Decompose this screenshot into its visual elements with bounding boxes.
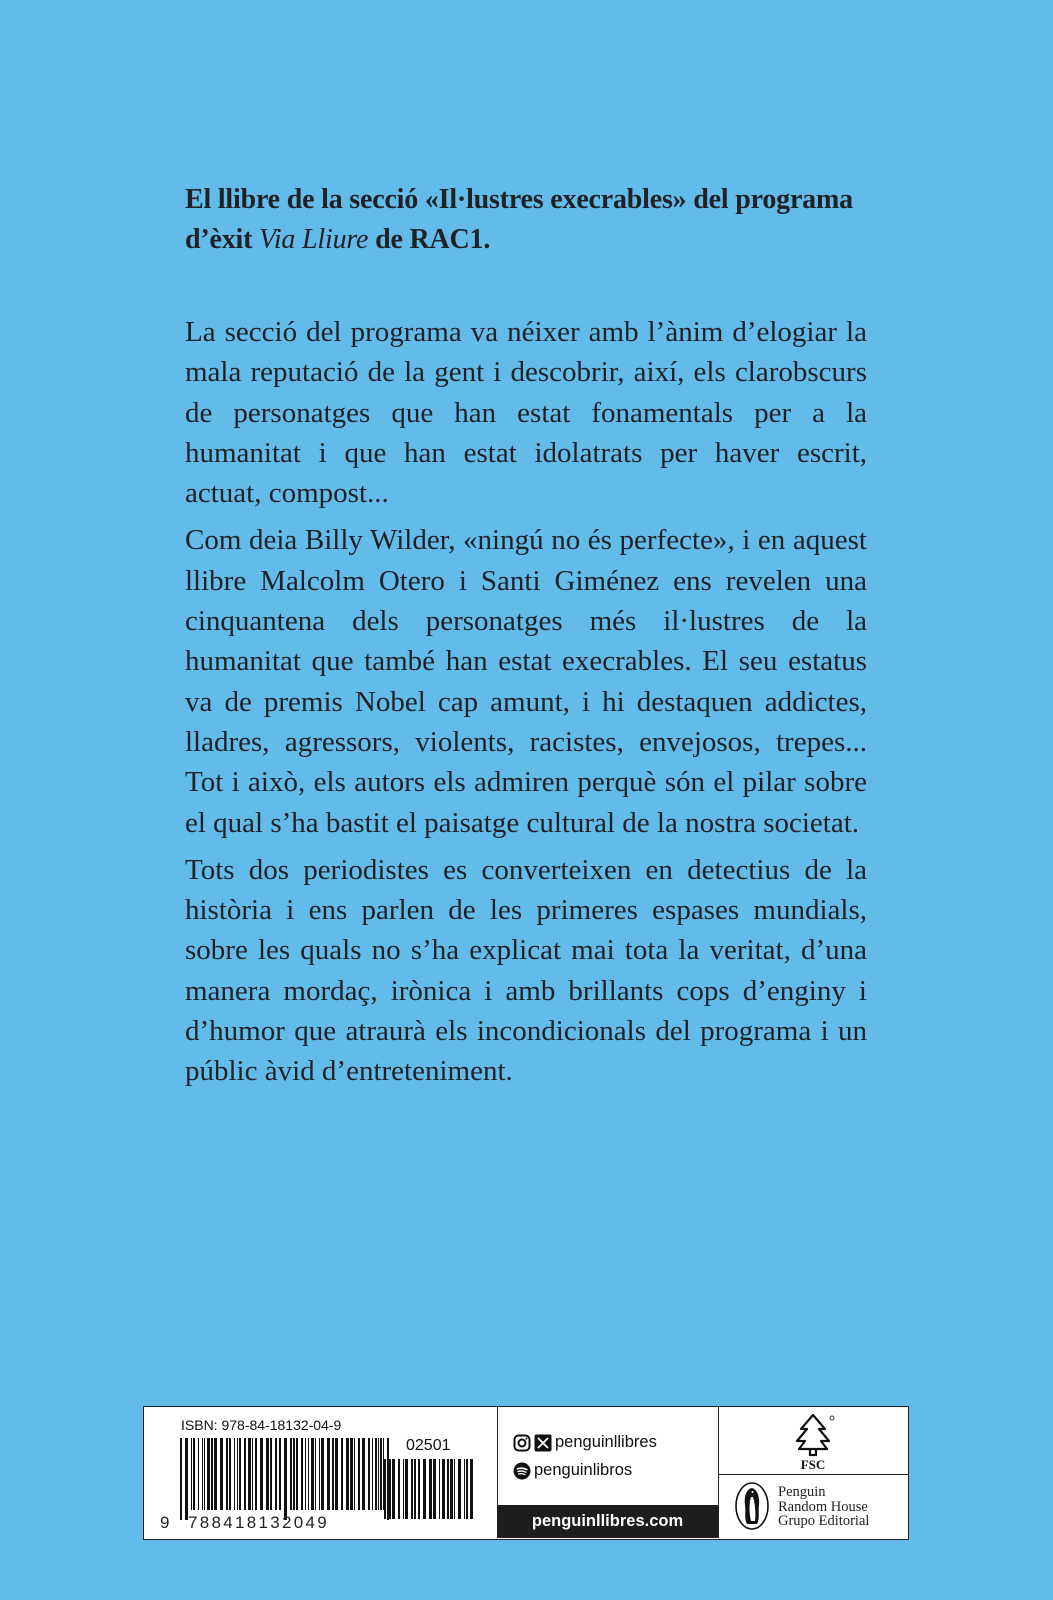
fsc-label: FSC (800, 1457, 826, 1472)
barcode-bar (341, 1438, 343, 1510)
barcode-bar (418, 1459, 420, 1519)
barcode-bar (284, 1438, 287, 1520)
barcode-bar (207, 1438, 210, 1510)
barcode-bar (293, 1438, 295, 1510)
barcode-bar (180, 1438, 182, 1520)
barcode-bar (244, 1438, 246, 1510)
barcode-bar (308, 1438, 309, 1510)
barcode-bar (454, 1459, 455, 1519)
barcode-bar (335, 1438, 338, 1510)
publisher-panel (718, 1475, 908, 1538)
barcode-bar (350, 1438, 353, 1510)
barcode-bar (301, 1438, 303, 1510)
barcode-bar (458, 1459, 461, 1519)
barcode-bar (346, 1438, 349, 1510)
barcode-panel (144, 1407, 498, 1538)
barcode-bar (275, 1438, 277, 1510)
barcode-bar (214, 1438, 217, 1510)
barcode-bar (204, 1438, 205, 1510)
barcode-bar (450, 1459, 453, 1519)
barcode-bar (375, 1438, 377, 1510)
barcode-bar (226, 1438, 228, 1510)
barcode-bar (380, 1438, 382, 1510)
barcode-bar (389, 1459, 391, 1519)
barcode-bar (255, 1438, 257, 1510)
tagline-italic-title: Via Lliure (259, 224, 369, 255)
barcode-bar (321, 1438, 324, 1510)
barcode-bar (229, 1438, 231, 1510)
barcode-bar (198, 1438, 199, 1510)
barcode-bar (327, 1438, 330, 1510)
barcode-bar (439, 1459, 440, 1519)
barcode-bar (315, 1438, 316, 1510)
barcode-bar (362, 1438, 365, 1510)
barcode-bar (260, 1438, 263, 1510)
social-handle-1[interactable]: penguinllibres (555, 1433, 657, 1451)
ean-first-digit: 9 (160, 1513, 170, 1532)
barcode-bar (429, 1459, 432, 1519)
barcode-bar (237, 1438, 238, 1510)
barcode-bar (305, 1438, 306, 1510)
tagline-text: El llibre de la secció «Il·lustres execrables» del programa d’èxit (185, 184, 853, 255)
barcode-bar (279, 1438, 281, 1510)
barcode-bar (191, 1438, 192, 1510)
fsc-tree-icon (718, 1407, 908, 1474)
barcode-bar (466, 1459, 468, 1519)
barcode-icon (180, 1438, 390, 1520)
barcode-bar (470, 1459, 473, 1519)
barcode-bar (423, 1459, 426, 1519)
social-row-llibres (513, 1433, 657, 1452)
barcode-bar (442, 1459, 445, 1519)
social-row-libros (513, 1461, 632, 1480)
barcode-bar (193, 1438, 195, 1510)
barcode-bar (248, 1438, 251, 1510)
barcode-bar (311, 1438, 314, 1510)
barcode-bar (296, 1438, 298, 1510)
tagline-text-end: de RAC1. (368, 224, 491, 255)
barcode-bar (414, 1459, 416, 1519)
barcode-bar (185, 1438, 188, 1520)
ean-digits: 788418132049 (188, 1513, 330, 1532)
blurb-paragraph-3: Tots dos periodistes es converteixen en detectius de la història i ens parlen de les primeres espases mundials, sobre les quals no s’ha explicat mai tota la veritat, d’una manera mordaç, irònica i amb brillants cops d’enginy i d’humor que atraurà els incondicionals del programa i un públic àvid d’entreteniment. (185, 853, 867, 1088)
barcode-bar (220, 1438, 223, 1510)
publisher-wordmark (778, 1485, 869, 1529)
website-link[interactable]: penguinllibres.com (497, 1505, 718, 1538)
social-panel (497, 1407, 719, 1538)
blurb (185, 312, 867, 1099)
barcode-bar (447, 1459, 449, 1519)
barcode-bar (372, 1438, 373, 1510)
barcode-bar (411, 1459, 413, 1519)
social-handle-2[interactable]: penguinlibros (534, 1461, 633, 1479)
barcode-bar (392, 1459, 395, 1519)
barcode-bar (239, 1438, 241, 1510)
barcode-bar (433, 1459, 436, 1519)
spotify-icon (513, 1462, 531, 1480)
barcode-bar (368, 1438, 370, 1510)
barcode-bar (378, 1438, 379, 1510)
barcode-bar (354, 1438, 355, 1510)
barcode-addon-code: 02501 (406, 1437, 451, 1454)
x-icon (534, 1434, 552, 1452)
blurb-paragraph-1: La secció del programa va néixer amb l’ànim d’elogiar la mala reputació de la gent i descobrir, així, els clarobscurs de personatges que han estat fonamentals per a la humanitat i que han estat idolatrats per haver escrit, actuat, compost... (185, 316, 867, 510)
publisher-line-2: Random House (778, 1498, 868, 1515)
barcode-bar (202, 1438, 203, 1510)
back-cover-info-box (143, 1406, 909, 1540)
barcode-bar (384, 1459, 386, 1519)
barcode-bar (398, 1459, 400, 1519)
barcode-bar (290, 1438, 292, 1510)
tagline (185, 180, 875, 260)
barcode-bar (252, 1438, 253, 1510)
barcode-bar (405, 1459, 408, 1519)
barcode-bar (403, 1459, 404, 1519)
barcode-bar (319, 1438, 320, 1510)
barcode-bar (211, 1438, 213, 1510)
barcode-bar (234, 1438, 235, 1510)
publisher-line-1: Penguin (778, 1484, 826, 1500)
fsc-panel (718, 1407, 908, 1475)
barcode-bar (270, 1438, 272, 1510)
instagram-icon (513, 1434, 531, 1452)
barcode-addon-icon (384, 1459, 474, 1519)
barcode-bar (464, 1459, 465, 1519)
barcode-bar (358, 1438, 360, 1510)
barcode-bar (332, 1438, 334, 1510)
penguin-logo-icon (724, 1475, 774, 1538)
publisher-line-3: Grupo Editorial (778, 1513, 870, 1529)
isbn-label: ISBN: 978-84-18132-04-9 (181, 1417, 342, 1433)
barcode-bar (266, 1438, 269, 1510)
blurb-paragraph-2: Com deia Billy Wilder, «ningú no és perfecte», i en aquest llibre Malcolm Otero i Santi Giménez ens revelen una cinquantena dels personatges més il·lustres de la humanitat que també han estat execrables. El seu estatus va de premis Nobel cap amunt, i hi destaquen addictes, lladres, agressors, violents, racistes, envejosos, trepes... Tot i això, els autors els admiren perquè són el pilar sobre el qual s’ha bastit el paisatge cultural de la nostra societat. (185, 524, 867, 839)
